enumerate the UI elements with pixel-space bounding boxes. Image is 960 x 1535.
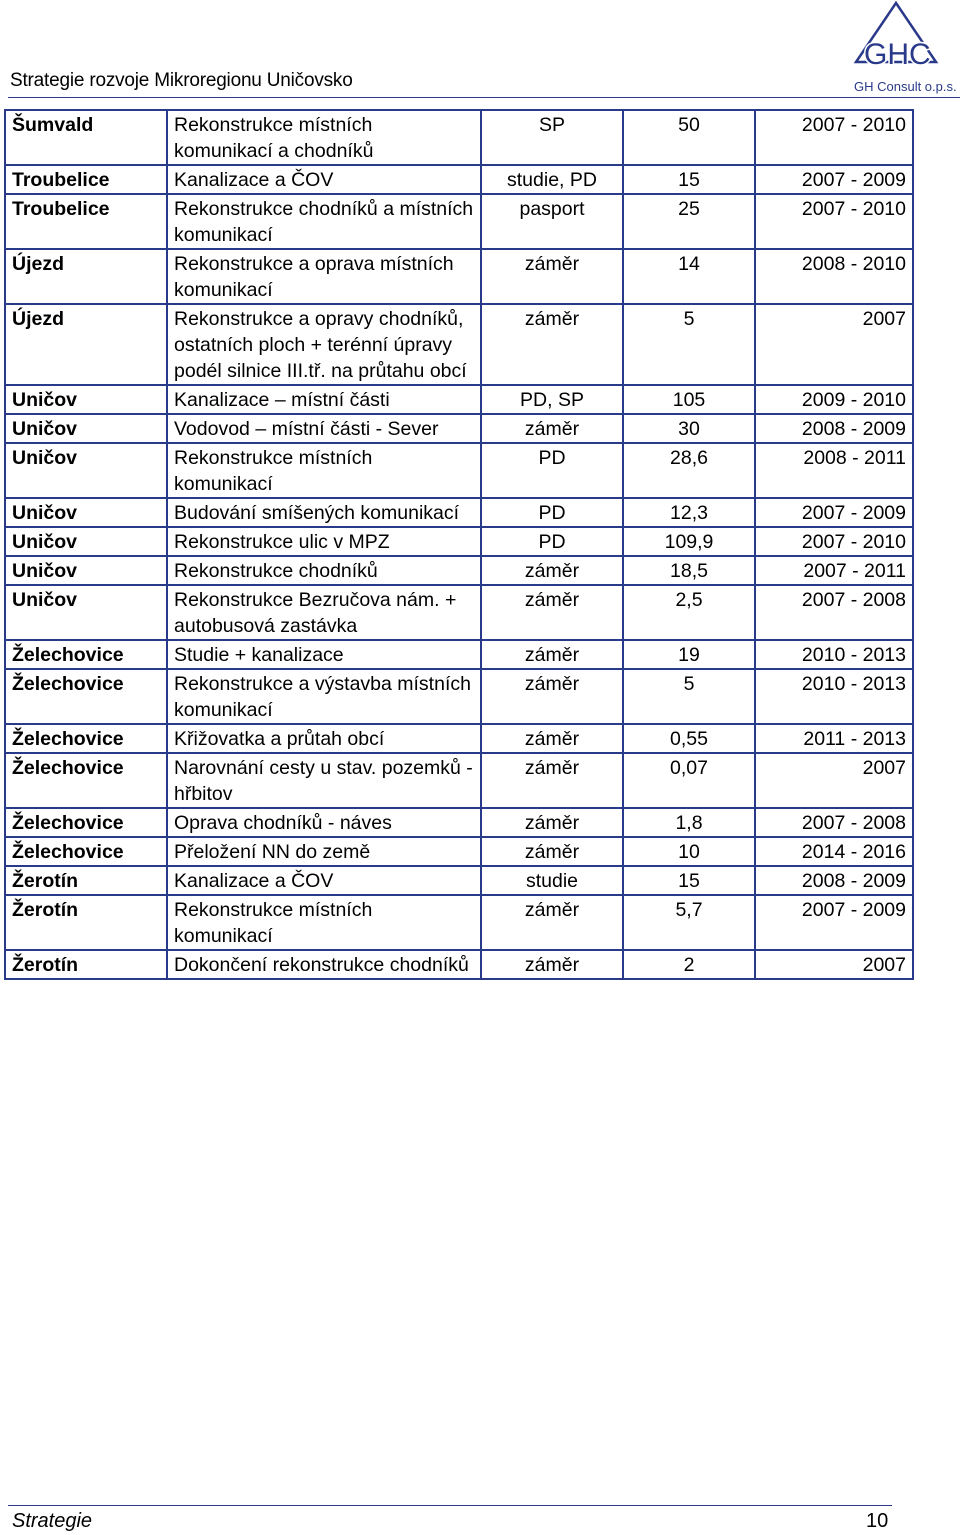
stage-cell: záměr: [481, 249, 623, 304]
cost-cell: 105: [623, 385, 755, 414]
stage-cell: záměr: [481, 585, 623, 640]
cost-cell: 30: [623, 414, 755, 443]
cost-cell: 1,8: [623, 808, 755, 837]
years-cell: 2008 - 2009: [755, 866, 913, 895]
years-cell: 2007 - 2008: [755, 808, 913, 837]
stage-cell: SP: [481, 110, 623, 165]
place-cell: Uničov: [5, 498, 167, 527]
stage-cell: studie, PD: [481, 165, 623, 194]
stage-cell: studie: [481, 866, 623, 895]
stage-cell: pasport: [481, 194, 623, 249]
place-cell: Želechovice: [5, 753, 167, 808]
stage-cell: PD: [481, 443, 623, 498]
ghc-logo: [852, 0, 960, 96]
footer-divider: [8, 1505, 892, 1506]
years-cell: 2007 - 2010: [755, 110, 913, 165]
place-cell: Želechovice: [5, 724, 167, 753]
description-cell: Rekonstrukce místních komunikací a chodníků: [167, 110, 481, 165]
description-cell: Rekonstrukce místních komunikací: [167, 443, 481, 498]
stage-cell: záměr: [481, 304, 623, 385]
table-row: [5, 194, 913, 249]
cost-cell: 0,55: [623, 724, 755, 753]
years-cell: 2007: [755, 753, 913, 808]
place-cell: Uničov: [5, 527, 167, 556]
description-cell: Rekonstrukce ulic v MPZ: [167, 527, 481, 556]
projects-table: [4, 109, 914, 980]
table-row: [5, 443, 913, 498]
cost-cell: 18,5: [623, 556, 755, 585]
stage-cell: záměr: [481, 950, 623, 979]
table-row: [5, 304, 913, 385]
years-cell: 2007: [755, 950, 913, 979]
stage-cell: záměr: [481, 640, 623, 669]
svg-text:GHC: GHC: [864, 38, 931, 71]
table-row: [5, 808, 913, 837]
place-cell: Žerotín: [5, 866, 167, 895]
description-cell: Křižovatka a průtah obcí: [167, 724, 481, 753]
stage-cell: záměr: [481, 724, 623, 753]
table-row: [5, 527, 913, 556]
table-row: [5, 165, 913, 194]
years-cell: 2007 - 2011: [755, 556, 913, 585]
cost-cell: 14: [623, 249, 755, 304]
stage-cell: záměr: [481, 808, 623, 837]
cost-cell: 5: [623, 669, 755, 724]
cost-cell: 50: [623, 110, 755, 165]
table-row: [5, 669, 913, 724]
stage-cell: záměr: [481, 895, 623, 950]
cost-cell: 15: [623, 165, 755, 194]
table-row: [5, 385, 913, 414]
cost-cell: 2: [623, 950, 755, 979]
stage-cell: záměr: [481, 556, 623, 585]
page-header-title: Strategie rozvoje Mikroregionu Uničovsko: [10, 70, 353, 91]
description-cell: Rekonstrukce chodníků: [167, 556, 481, 585]
table-row: [5, 110, 913, 165]
years-cell: 2008 - 2009: [755, 414, 913, 443]
page-number: 10: [866, 1510, 889, 1532]
table-row: [5, 866, 913, 895]
years-cell: 2007 - 2008: [755, 585, 913, 640]
years-cell: 2007 - 2009: [755, 165, 913, 194]
cost-cell: 2,5: [623, 585, 755, 640]
years-cell: 2007: [755, 304, 913, 385]
description-cell: Vodovod – místní části - Sever: [167, 414, 481, 443]
cost-cell: 109,9: [623, 527, 755, 556]
place-cell: Uničov: [5, 585, 167, 640]
place-cell: Žerotín: [5, 950, 167, 979]
table-row: [5, 498, 913, 527]
years-cell: 2010 - 2013: [755, 669, 913, 724]
place-cell: Želechovice: [5, 837, 167, 866]
table-row: [5, 950, 913, 979]
svg-text:GH Consult o.p.s.: GH Consult o.p.s.: [854, 79, 957, 94]
table-row: [5, 724, 913, 753]
description-cell: Rekonstrukce chodníků a místních komunikací: [167, 194, 481, 249]
table-row: [5, 556, 913, 585]
place-cell: Uničov: [5, 385, 167, 414]
cost-cell: 5: [623, 304, 755, 385]
years-cell: 2009 - 2010: [755, 385, 913, 414]
table-row: [5, 837, 913, 866]
years-cell: 2008 - 2010: [755, 249, 913, 304]
cost-cell: 19: [623, 640, 755, 669]
description-cell: Budování smíšených komunikací: [167, 498, 481, 527]
stage-cell: PD: [481, 527, 623, 556]
description-cell: Oprava chodníků - náves: [167, 808, 481, 837]
place-cell: Újezd: [5, 249, 167, 304]
years-cell: 2014 - 2016: [755, 837, 913, 866]
place-cell: Želechovice: [5, 808, 167, 837]
description-cell: Rekonstrukce Bezručova nám. + autobusová zastávka: [167, 585, 481, 640]
table-row: [5, 640, 913, 669]
years-cell: 2007 - 2010: [755, 527, 913, 556]
description-cell: Narovnání cesty u stav. pozemků - hřbitov: [167, 753, 481, 808]
header-divider: [8, 97, 960, 98]
stage-cell: PD: [481, 498, 623, 527]
stage-cell: záměr: [481, 753, 623, 808]
place-cell: Troubelice: [5, 194, 167, 249]
cost-cell: 28,6: [623, 443, 755, 498]
place-cell: Želechovice: [5, 669, 167, 724]
years-cell: 2007 - 2009: [755, 895, 913, 950]
table-row: [5, 753, 913, 808]
years-cell: 2007 - 2009: [755, 498, 913, 527]
place-cell: Uničov: [5, 443, 167, 498]
stage-cell: záměr: [481, 669, 623, 724]
place-cell: Želechovice: [5, 640, 167, 669]
place-cell: Uničov: [5, 556, 167, 585]
cost-cell: 25: [623, 194, 755, 249]
years-cell: 2011 - 2013: [755, 724, 913, 753]
description-cell: Přeložení NN do země: [167, 837, 481, 866]
cost-cell: 0,07: [623, 753, 755, 808]
description-cell: Dokončení rekonstrukce chodníků: [167, 950, 481, 979]
place-cell: Újezd: [5, 304, 167, 385]
table-row: [5, 585, 913, 640]
table-row: [5, 249, 913, 304]
description-cell: Kanalizace a ČOV: [167, 165, 481, 194]
description-cell: Rekonstrukce a výstavba místních komunikací: [167, 669, 481, 724]
description-cell: Studie + kanalizace: [167, 640, 481, 669]
cost-cell: 5,7: [623, 895, 755, 950]
cost-cell: 10: [623, 837, 755, 866]
description-cell: Kanalizace a ČOV: [167, 866, 481, 895]
table-row: [5, 895, 913, 950]
description-cell: Rekonstrukce a opravy chodníků, ostatních ploch + terénní úpravy podél silnice III.tř. na průtahu obcí: [167, 304, 481, 385]
description-cell: Rekonstrukce a oprava místních komunikací: [167, 249, 481, 304]
stage-cell: záměr: [481, 414, 623, 443]
years-cell: 2007 - 2010: [755, 194, 913, 249]
years-cell: 2008 - 2011: [755, 443, 913, 498]
stage-cell: záměr: [481, 837, 623, 866]
place-cell: Troubelice: [5, 165, 167, 194]
cost-cell: 12,3: [623, 498, 755, 527]
place-cell: Žerotín: [5, 895, 167, 950]
description-cell: Rekonstrukce místních komunikací: [167, 895, 481, 950]
cost-cell: 15: [623, 866, 755, 895]
stage-cell: PD, SP: [481, 385, 623, 414]
place-cell: Šumvald: [5, 110, 167, 165]
footer-label: Strategie: [12, 1510, 93, 1532]
years-cell: 2010 - 2013: [755, 640, 913, 669]
place-cell: Uničov: [5, 414, 167, 443]
table-row: [5, 414, 913, 443]
description-cell: Kanalizace – místní části: [167, 385, 481, 414]
